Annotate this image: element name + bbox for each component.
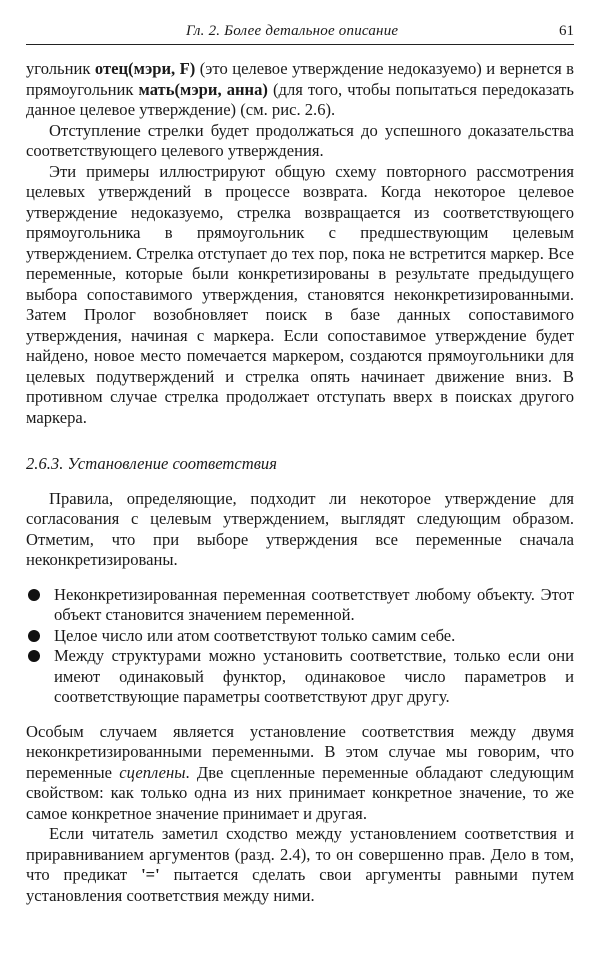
running-head: Гл. 2. Более детальное описание xyxy=(186,23,399,39)
page-number: 61 xyxy=(559,23,574,39)
book-page xyxy=(26,22,574,906)
paragraph: Особым случаем является установление соответствия между двумя неконкретизированными переменными. В этом случае мы говорим, что переменные сцеплены. Две сцепленные переменные обладают следующим свойством: как только одна из них принимает конкретное значение, то же самое конкретное значение принимает и другая. xyxy=(26,721,574,823)
term-otets: отец(мэри, F) xyxy=(94,59,196,78)
page-header xyxy=(26,22,574,45)
list-item: Неконкретизированная переменная соответствует любому объекту. Этот объект становится значением переменной. xyxy=(26,585,574,626)
paragraph: Эти примеры иллюстрируют общую схему повторного рассмотрения целевых утверждений в процессе возврата. Когда некоторое целевое утверждение недоказуемо, стрелка возвращается из соответствующего прямоугольника в прямоугольник с предшествующим целевым утверждением. Стрелка отступает до тех пор, пока не встретится маркер. Все переменные, которые были конкретизированы в результате предыдущего выбора сопоставимого утверждения, становятся неконкретизированными. Затем Пролог возобновляет поиск в базе данных сопоставимого утверждения, начиная с маркера. Если сопоставимое утверждение будет найдено, новое место помечается маркером, создаются прямоугольники для целевых подутверждений и стрелка опять начинает движение вниз. В противном случае стрелка продолжает отступать вверх в поисках другого маркера. xyxy=(26,161,574,427)
bullet-icon xyxy=(28,630,40,642)
bullet-icon xyxy=(28,589,40,601)
term-mat: мать(мэри, анна) xyxy=(138,79,268,99)
list-item: Между структурами можно установить соответствие, только если они имеют одинаковый функтор, одинаковое число параметров и соответствующие параметры соответствуют друг другу. xyxy=(26,646,574,708)
paragraph: Правила, определяющие, подходит ли некоторое утверждение для согласования с целевым утверждением, выглядят следующим образом. Отметим, что при выборе утверждения все переменные сначала неконкретизированы. xyxy=(26,488,574,569)
section-heading: 2.6.3. Установление соответствия xyxy=(26,454,277,473)
page-body xyxy=(26,59,574,906)
paragraph: Отступление стрелки будет продолжаться до успешного доказательства соответствующего целевого утверждения. xyxy=(26,120,574,160)
bullet-icon xyxy=(28,650,40,662)
emphasis-term: сцеплены xyxy=(119,762,186,782)
bullet-list xyxy=(26,585,574,708)
paragraph: Если читатель заметил сходство между установлением соответствия и приравниванием аргументов (разд. 2.4), то он совершенно прав. Дело в том, что предикат '=' пытается сделать свои аргументы равными путем установления соответствия между ними. xyxy=(26,824,574,905)
predicate-symbol: '=' xyxy=(141,865,160,884)
list-item: Целое число или атом соответствуют только самим себе. xyxy=(26,626,574,647)
paragraph-continuation: угольник отец(мэри, F) (это целевое утверждение недоказуемо) и вернется в прямоугольник мать(мэри, анна) (для того, чтобы попытаться передоказать данное целевое утверждение) (см. рис. 2.6). xyxy=(26,59,575,119)
